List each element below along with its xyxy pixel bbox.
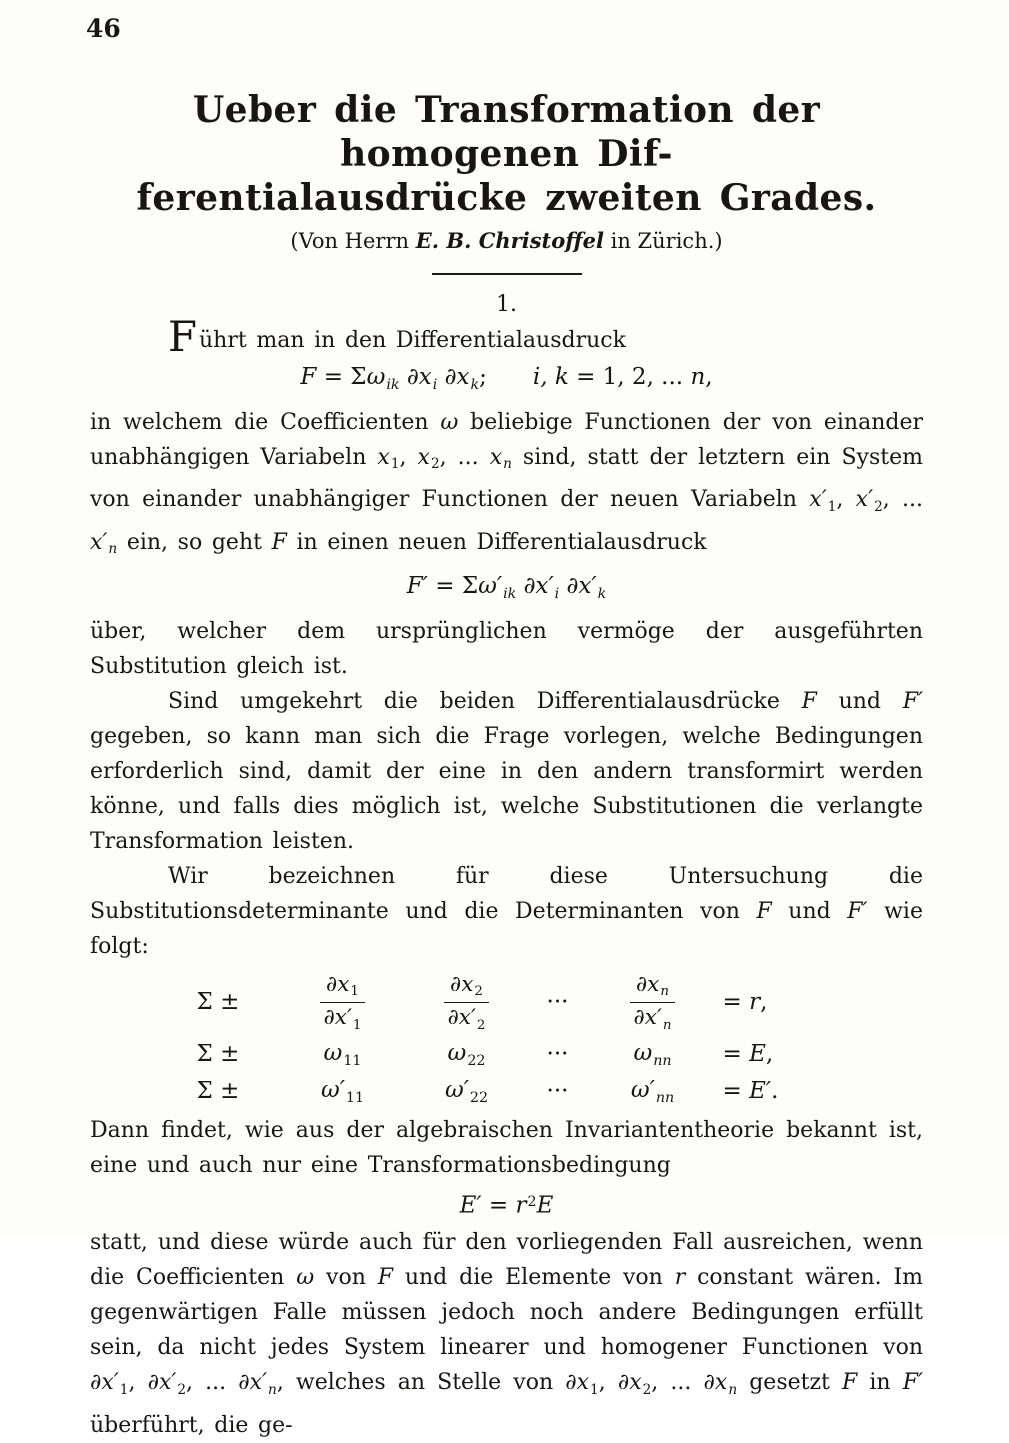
determinant-equations-block [197,972,817,1107]
fraction-numerator: $\partial x_1$ [320,972,365,1003]
equation-F-prime-definition: $F' = \Sigma\omega'_{ik}$ $\partial x'_i$ $\partial x'_k$ [406,573,607,602]
paragraph-wir-bezeichnen: Wir bezeichnen für diese Untersuchung die Substitutionsdeterminante und die Determinanten von F und F′ wie folgt: [90,863,923,959]
equation-transformation-condition: $E' = r^2E$ [459,1192,554,1219]
fraction-dx2 [442,972,492,1033]
paper-title-line-1: Ueber die Transformation der homogenen Dif- [192,89,821,175]
fraction-dxn [628,972,678,1033]
paragraph-lead [90,312,923,362]
sum-sign: Σ ± [196,1041,240,1068]
term-omega-22: $\omega_{22}$ [447,1040,486,1070]
lead-text: ührt man in den Differentialausdruck [199,328,626,353]
ellipsis-dots: ··· [546,1078,569,1105]
term-omega-prime-11: $\omega'_{11}$ [320,1077,365,1106]
paragraph-ueber: über, welcher dem ursprünglichen vermöge der ausgeführten Substitution gleich ist. [90,618,923,679]
fraction-denominator: $\partial x'_2$ [447,1005,486,1033]
initial-capital: F [168,312,198,362]
page-number: 46 [86,14,121,43]
fraction-denominator: $\partial x'_1$ [323,1005,362,1033]
equation-determinant-E-prime [197,1077,817,1107]
ellipsis-dots: ··· [546,988,569,1015]
fraction-numerator: $\partial x_n$ [630,972,675,1003]
paragraph-in-welchem: in welchem die Coefficienten ω beliebige Functionen der von einander unabhängigen Variabeln $x_1$, $x_2$, ... $x_n$ sind, statt der letztern ein System von einander unabhängiger Functionen der neuen Variabeln $x'_1$, $x'_2$, ... $x'_n$ ein, so geht F in einen neuen Differentialausdruck [90,409,923,558]
fraction-denominator: $\partial x'_n$ [633,1005,672,1033]
title-divider [432,273,582,275]
fraction-dx1 [318,972,368,1033]
sum-sign: Σ ± [196,988,240,1015]
byline: (Von Herrn E. B. Christoffel in Zürich.) [290,228,723,253]
section-number: 1. [496,292,517,317]
ellipsis-dots: ··· [546,1041,569,1068]
equation-substitution-determinant [197,972,817,1033]
term-omega-prime-nn: $\omega'_{nn}$ [630,1077,675,1106]
sum-sign: Σ ± [196,1078,240,1105]
equation-determinant-E [197,1040,817,1070]
term-omega-11: $\omega_{11}$ [323,1040,362,1070]
equation-result-r: = r, [722,988,768,1015]
equation-result-E: = E, [722,1041,774,1068]
paragraph-statt: statt, und diese würde auch für den vorliegenden Fall ausreichen, wenn die Coefficienten ω von F und die Elemente von r constant wären. Im gegenwärtigen Falle müssen jedoch noch andere Bedingungen erfüllt sein, da nicht jedes System linearer und homogener Functionen von $\partial x'_1$, $\partial x'_2$, ... $\partial x'_n$, welches an Stelle von $\partial x_1$, $\partial x_2$, ... $\partial x_n$ gesetzt F in F′ überführt, die ge- [90,1230,924,1438]
paper-title [90,88,923,220]
term-omega-prime-22: $\omega'_{22}$ [444,1077,489,1106]
paragraph-dann-findet: Dann findet, wie aus der algebraischen Invariantentheorie bekannt ist, eine und auch nur eine Transformationsbedingung [90,1118,923,1178]
fraction-numerator: $\partial x_2$ [444,972,489,1003]
paragraph-sind-umgekehrt: Sind umgekehrt die beiden Differentialausdrücke F und F′ gegeben, so kann man sich die Frage vorlegen, welche Bedingungen erforderlich sind, damit der eine in den andern transformirt werden könne, und falls dies möglich ist, welche Substitutionen die verlangte Transformation leisten. [90,688,923,854]
paper-title-line-2: ferentialausdrücke zweiten Grades. [136,177,877,219]
term-omega-nn: $\omega_{nn}$ [633,1040,672,1070]
equation-F-definition: $F = \Sigma\omega_{ik}$ $\partial x_i$ $\partial x_k$; i, k = 1, 2, ... n, [300,364,713,393]
equation-result-E-prime: = E′. [722,1078,779,1105]
